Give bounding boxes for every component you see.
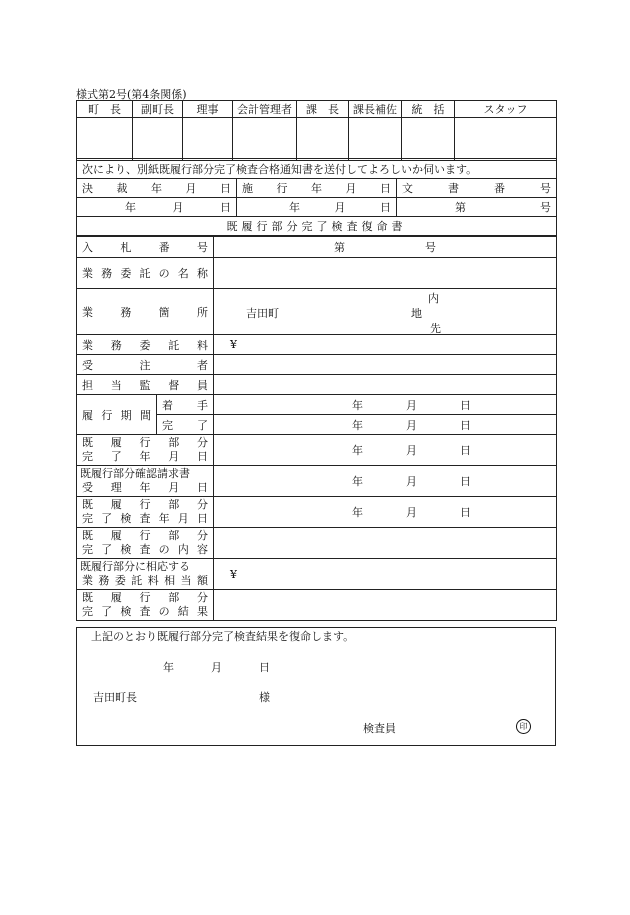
stamp-cell[interactable] <box>455 118 557 161</box>
request-received-date-field[interactable]: 年 月 日 <box>352 475 471 488</box>
result-label: 既 履 行 部 分 完 了 検 査 の 結 果 <box>77 590 214 621</box>
inspection-date-label: 既 履 行 部 分 完 了 検 査 年 月 日 <box>77 497 214 528</box>
supervisor-field[interactable] <box>214 375 557 395</box>
bid-number-label: 入 札 番 号 <box>82 241 208 254</box>
mayor-label: 吉田町長 <box>93 691 137 704</box>
report-footer <box>76 627 556 746</box>
amount-label: 既履行部分に相応する 業 務 委 託 料 相 当 額 <box>77 559 214 590</box>
inspector-label: 検査員 <box>363 722 396 735</box>
result-field[interactable] <box>214 590 557 621</box>
enforcement-date-field[interactable]: 年 月 日 <box>289 201 391 214</box>
inspection-content-field[interactable] <box>214 528 557 559</box>
report-statement: 上記のとおり既履行部分完了検査結果を復命します。 <box>91 630 355 643</box>
request-text: 次により、別紙既履行部分完了検査合格通知書を送付してよろしいか伺います。 <box>77 159 557 179</box>
stamp-cell[interactable] <box>133 118 183 161</box>
inspection-content-label: 既 履 行 部 分 完 了 検 査 の 内 容 <box>77 528 214 559</box>
stamp-cell[interactable] <box>349 118 402 161</box>
approval-table <box>76 100 557 161</box>
report-title: 既履行部分完了検査復命書 <box>77 217 557 236</box>
footer-year: 年 <box>163 661 174 674</box>
location-label: 業 務 箇 所 <box>82 305 208 319</box>
seal-icon: 印 <box>516 719 531 734</box>
approval-header-cell: 会計管理者 <box>233 101 297 118</box>
start-label: 着 手 <box>162 398 208 412</box>
sama-label: 様 <box>259 691 270 704</box>
stamp-cell[interactable] <box>183 118 233 161</box>
approval-header-cell: 副町長 <box>133 101 183 118</box>
stamp-cell[interactable] <box>402 118 455 161</box>
business-name-label: 業 務 委 託 の 名 称 <box>82 267 208 280</box>
end-label: 完 了 <box>162 418 208 432</box>
bid-number-field[interactable]: 第 号 <box>334 241 436 254</box>
approval-header-cell: 課長補佐 <box>349 101 402 118</box>
end-date-field[interactable]: 年 月 日 <box>352 418 471 432</box>
decision-date-label: 決 裁 年 月 日 <box>82 182 231 195</box>
footer-day: 日 <box>259 661 270 674</box>
inspection-date-field[interactable]: 年 月 日 <box>352 506 471 519</box>
approval-header-cell: 理事 <box>183 101 233 118</box>
enforcement-date-label: 施 行 年 月 日 <box>242 182 391 195</box>
stamp-cell[interactable] <box>233 118 297 161</box>
footer-month: 月 <box>211 661 222 674</box>
completed-date-field[interactable]: 年 月 日 <box>352 444 471 457</box>
approval-header-cell: 課 長 <box>297 101 349 118</box>
completed-date-label: 既 履 行 部 分 完 了 年 月 日 <box>77 435 214 466</box>
fee-field[interactable]: ¥ <box>214 335 557 355</box>
approval-header-cell: 町 長 <box>77 101 133 118</box>
location-field[interactable]: 吉田町 内 地 先 <box>214 289 557 335</box>
request-table <box>76 158 557 236</box>
stamp-cell[interactable] <box>297 118 349 161</box>
period-label: 履 行 期 間 <box>82 408 151 422</box>
amount-field[interactable]: ¥ <box>214 559 557 590</box>
contractor-label: 受 注 者 <box>82 358 208 372</box>
approval-header-cell: 統 括 <box>402 101 455 118</box>
fee-label: 業 務 委 託 料 <box>82 338 208 352</box>
approval-header-cell: スタッフ <box>455 101 557 118</box>
decision-date-field[interactable]: 年 月 日 <box>125 201 231 214</box>
request-received-label: 既履行部分確認請求書 受 理 年 月 日 <box>77 466 214 497</box>
stamp-cell[interactable] <box>77 118 133 161</box>
report-table <box>76 236 557 621</box>
business-name-field[interactable] <box>214 258 557 289</box>
document-number-field[interactable]: 第 号 <box>455 201 552 214</box>
document-number-label: 文 書 番 号 <box>402 182 551 195</box>
contractor-field[interactable] <box>214 355 557 375</box>
form-number-label: 様式第2号(第4条関係) <box>76 88 187 101</box>
supervisor-label: 担 当 監 督 員 <box>82 378 208 392</box>
start-date-field[interactable]: 年 月 日 <box>352 398 471 412</box>
